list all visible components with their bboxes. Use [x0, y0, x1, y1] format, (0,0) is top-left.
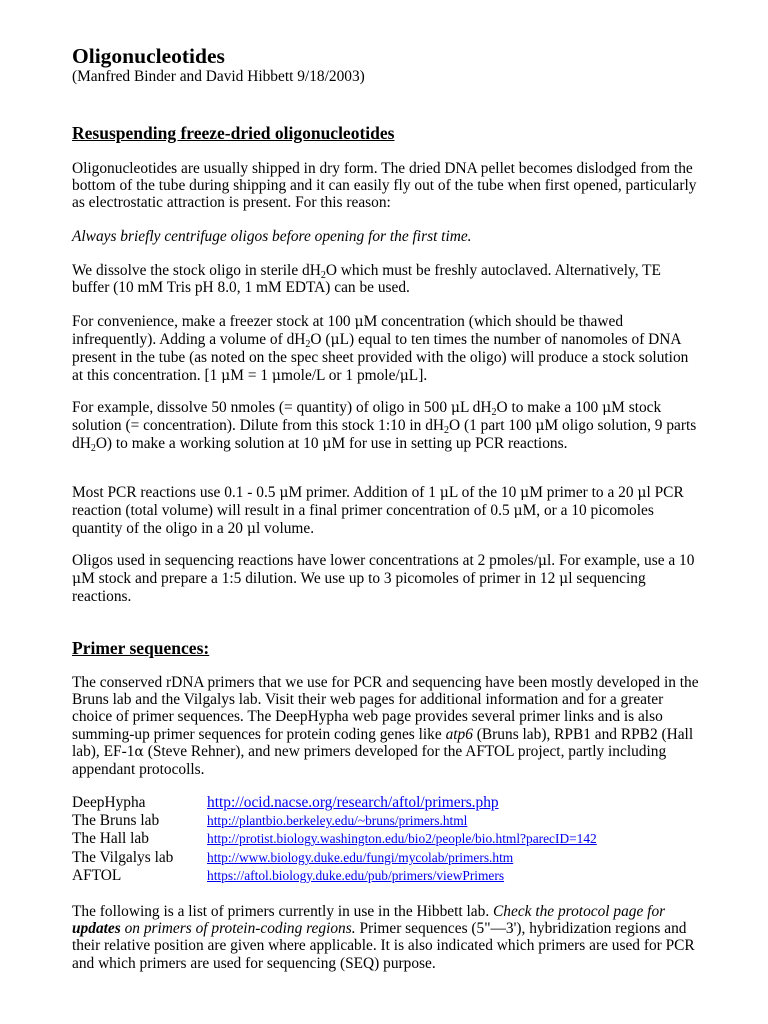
authors-line: (Manfred Binder and David Hibbett 9/18/2003)	[72, 68, 365, 85]
link-label: The Hall lab	[72, 830, 149, 847]
link-row-vilgalys-lab	[72, 849, 732, 866]
paragraph-example-dilution: For example, dissolve 50 nmoles (= quantity) of oligo in 500 μL $dH_2O$ to make a 100 μM stock solution (= concentration). Dilute from this stock 1:10 in $dH_2O$ (1 part 100 μM oligo solution, 9 parts $dH_2O$) to make a working solution at 10 μM for use in setting up PCR reactions.	[72, 399, 697, 455]
link-label: DeepHypha	[72, 794, 146, 811]
link-row-bruns-lab	[72, 812, 732, 829]
link-label: AFTOL	[72, 867, 122, 884]
link-row-aftol	[72, 867, 732, 884]
link-row-deephypha	[72, 794, 732, 811]
link-label: The Bruns lab	[72, 812, 160, 829]
aftol-link[interactable]: https://aftol.biology.duke.edu/pub/primers/viewPrimers	[207, 868, 505, 883]
paragraph-sequencing: Oligos used in sequencing reactions have lower concentrations at 2 pmoles/μl. For example, use a 10 μM stock and prepare a 1:5 dilution. We use up to 3 picomoles of primer in 12 μl sequencing reactions.	[72, 552, 695, 606]
section-heading-primer-sequences: Primer sequences:	[72, 638, 210, 658]
link-label: The Vilgalys lab	[72, 849, 174, 866]
centrifuge-note: Always briefly centrifuge oligos before opening for the first time.	[72, 228, 472, 245]
paragraph-dissolve: We dissolve the stock oligo in sterile $dH_2O$ which must be freshly autoclaved. Alternatively, TE buffer (10 mM Tris pH 8.0, 1 mM EDTA) can be used.	[72, 262, 661, 297]
section-heading-resuspending: Resuspending freeze-dried oligonucleotides	[72, 123, 395, 143]
page-title: Oligonucleotides	[72, 44, 225, 68]
hall-lab-link[interactable]: http://protist.biology.washington.edu/bio2/people/bio.html?parecID=142	[207, 831, 597, 846]
paragraph-rdna-primers: The conserved rDNA primers that we use for PCR and sequencing have been mostly developed in the Bruns lab and the Vilgalys lab. Visit their web pages for additional information and for a greater choice of primer sequences. The DeepHypha web page provides several primer links and is also summing-up primer sequences for protein coding genes like atp6 (Bruns lab), RPB1 and RPB2 (Hall lab), EF-1α (Steve Rehner), and new primers developed for the AFTOL project, partly including appendant protocolls.	[72, 674, 699, 779]
bruns-lab-link[interactable]: http://plantbio.berkeley.edu/~bruns/primers.html	[207, 813, 468, 828]
paragraph-pcr-primer: Most PCR reactions use 0.1 - 0.5 μM primer. Addition of 1 μL of the 10 μM primer to a 20 μl PCR reaction (total volume) will result in a final primer concentration of 0.5 μM, or a 10 picomoles quantity of the oligo in a 20 μl volume.	[72, 484, 684, 538]
vilgalys-lab-link[interactable]: http://www.biology.duke.edu/fungi/mycolab/primers.htm	[207, 850, 514, 865]
paragraph-hibbett-primers: The following is a list of primers currently in use in the Hibbett lab. Check the protocol page for updates on primers of protein-coding regions. Primer sequences (5"—3'), hybridization regions and their relative position are given where applicable. It is also indicated which primers are used for PCR and which primers are used for sequencing (SEQ) purpose.	[72, 903, 695, 972]
paragraph-shipping: Oligonucleotides are usually shipped in dry form. The dried DNA pellet becomes dislodged from the bottom of the tube during shipping and it can easily fly out of the tube when first opened, particularly as electrostatic attraction is present. For this reason:	[72, 160, 697, 212]
link-row-hall-lab	[72, 830, 732, 847]
deephypha-link[interactable]: http://ocid.nacse.org/research/aftol/primers.php	[207, 794, 499, 811]
paragraph-freezer-stock: For convenience, make a freezer stock at 100 μM concentration (which should be thawed infrequently). Adding a volume of $dH_2O$ (μL) equal to ten times the number of nanomoles of DNA present in the tube (as noted on the spec sheet provided with the oligo) will produce a stock solution at this concentration. [1 μM = 1 μmole/L or 1 pmole/μL].	[72, 313, 689, 384]
